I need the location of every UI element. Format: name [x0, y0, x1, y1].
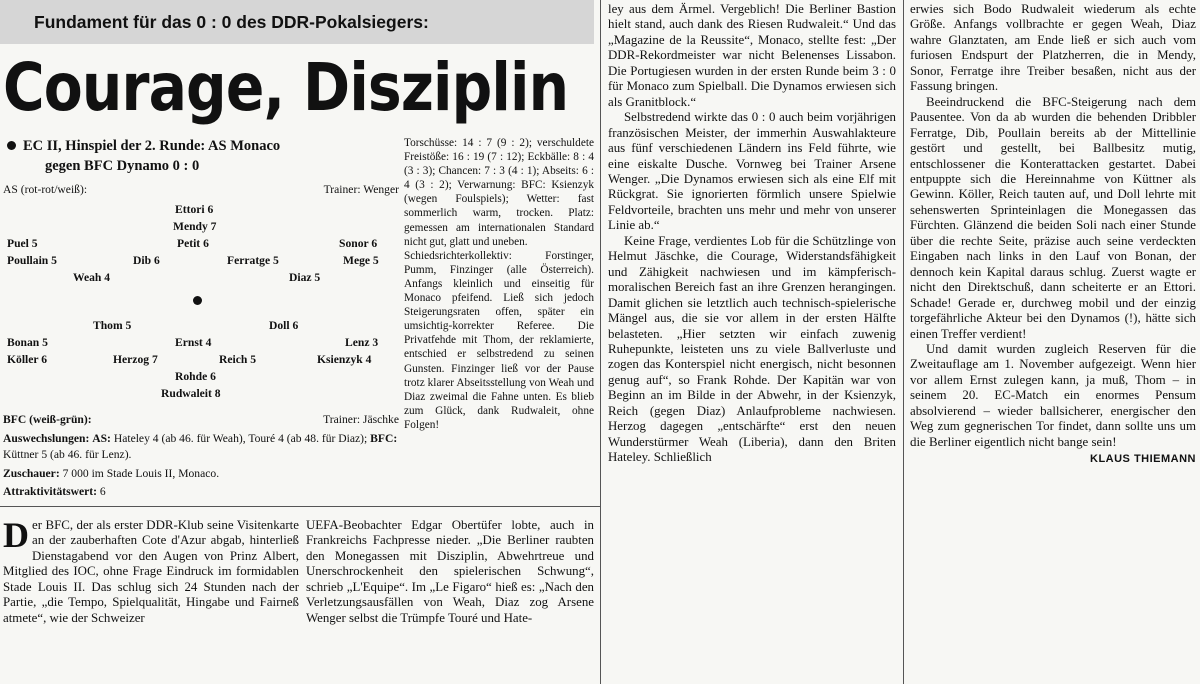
stats-paragraph: Torschüsse: 14 : 7 (9 : 2); verschuldete Freistöße: 16 : 19 (7 : 12); Eckbälle: 8 : 4 (3 : 3); Chancen: 7 : 3 (4 : 1); Abseits: 6 : 4 (3 : 2); Verwarnung: BFC: Ksienzyk (wegen Foulspiels); Wetter: fast sommerlich warm, trocken. Platz: gemessen am internationalen Standard nicht gut, glatt und uneben. — [404, 137, 594, 248]
column-divider — [903, 0, 904, 684]
home-team-row — [3, 182, 399, 198]
player-doll: Doll 6 — [269, 319, 299, 333]
referee-paragraph: Schiedsrichterkollektiv: Forstinger, Pumm, Finzinger (alle Österreich). Anfangs kleinlich und einseitig für Monaco pfeifend. Ließ sich jedoch Steigerungsraten offen, später ein umsichtig-korrekter Referee. Die Privatfehde mit Thom, der reklamierte, entschied er selbstredend zu seinen Gunsten. Finzinger ließ vor der Pause trotz klarer Abseitsstellung von Weah und Diaz zweimal die Fahne unten. Es blieb zum Glück, dank Rudwaleit, ohne Folgen! — [404, 249, 594, 431]
article-paragraph: ley aus dem Ärmel. Vergeblich! Die Berliner Bastion hielt stand, auch dank des Riesen Rudwaleit.“ Und das „Magazine de la Reussite“, Monaco, stellte fest: „Der DDR-Rekordmeister war nicht Belenenses Lissabon. Die Portugiesen wurden in der ersten Runde beim 3 : 0 für Monaco zum Spielball. Die Dynamos erwiesen sich als Granitblock.“ — [608, 2, 896, 109]
article-column-2 — [306, 518, 594, 684]
player-poullain: Poullain 5 — [7, 254, 57, 268]
home-coach: Trainer: Wenger — [323, 183, 399, 196]
drop-cap: D — [3, 515, 29, 555]
away-coach: Trainer: Jäschke — [323, 413, 399, 427]
away-team-label: BFC (weiß-grün): — [3, 413, 92, 427]
player-rudwaleit: Rudwaleit 8 — [161, 387, 221, 401]
subs-text-as: Hateley 4 (ab 46. für Weah), Touré 4 (ab 48. für Diaz); — [113, 431, 368, 445]
attractiveness — [3, 484, 399, 500]
home-team-label: AS (rot-rot/weiß): — [3, 183, 88, 196]
article-paragraph: Selbstredend wirkte das 0 : 0 auch beim vorjährigen französischen Meister, der immerhin Auswahlakteure aus fünf verschiedenen Ländern ins Feld führte, wie eine eiskalte Dusche. Vornweg bei Trainer Arsene Wenger. „Die Dynamos erwiesen sich als eine Elf mit Rückgrat. Sie ignorierten förmlich unsere Spielwie Feldvorteile, brachten uns mehr und mehr von unserer Linie ab.“ — [608, 110, 896, 233]
article-intro-paragraph — [3, 515, 299, 626]
spectators-label: Zuschauer: — [3, 466, 60, 480]
player-koeller: Köller 6 — [7, 353, 48, 367]
player-ferratge: Ferratge 5 — [227, 254, 279, 268]
away-team-row — [3, 412, 399, 428]
player-bonan: Bonan 5 — [7, 336, 48, 350]
player-ettori: Ettori 6 — [175, 203, 214, 217]
player-puel: Puel 5 — [7, 237, 38, 251]
attractiveness-label: Attraktivitätswert: — [3, 485, 98, 499]
article-column-4 — [910, 2, 1196, 684]
player-thom: Thom 5 — [93, 319, 132, 333]
article-paragraph: Beeindruckend die BFC-Steigerung nach dem Pausentee. Von da ab wurden die behenden Dribbler Ferratge, Dib, Poullain bereits ab der Mittellinie gestört und gestellt, bei Ballbesitz mutig, entschlossener die Konterattacken gestartet. Dabei entpuppte sich die Hereinnahme von Küttner als Gewinn. Köller, Reich tauten auf, und Doll lehrte mit sehenswerten Sprinteinlagen die Monegassen das Fürchten. Glänzend die beiden Soli nach einer Stunde über die rechte Seite, präzise auch seine verdeckten Eingaben nach links in den Lauf von Bonan, der dennoch kein Kapital daraus schlug. Zuerst wagte er nicht den Direktschuß, dann scheiterte er an Ettori. Schade! Gerade er, durchweg mobil und der einzig torgefährliche Akteur bei den Dynamos (!), hätte sich einen Treffer verdient! — [910, 94, 1196, 341]
intro-text: er BFC, der als erster DDR-Klub seine Visitenkarte an der zauberhaften Cote d'Azur abgab, hinterließ Dienstagabend vor den Augen von Prinz Albert, Mitglied des IOC, ohne Frage Eindruck im formidablen Stade Louis II. Das schlug sich 24 Stunden nach der Partie, „die Tempo, Spielqualität, Hingabe und Fairneß atmete“, wie der Schweizer — [3, 518, 299, 625]
stats-box — [404, 136, 594, 496]
headline: Courage, Disziplin — [3, 49, 569, 126]
player-ernst: Ernst 4 — [175, 336, 212, 350]
subs-bfc-label: BFC: — [370, 431, 398, 445]
match-heading — [3, 136, 399, 156]
author-byline: KLAUS THIEMANN — [1090, 453, 1196, 466]
match-heading-line1: EC II, Hinspiel der 2. Runde: AS Monaco — [23, 138, 281, 154]
player-reich: Reich 5 — [219, 353, 257, 367]
player-mege: Mege 5 — [343, 254, 379, 268]
subs-text-bfc: Küttner 5 (ab 46. für Lenz). — [3, 448, 132, 462]
bullet-icon — [7, 141, 16, 150]
formation-diagram — [3, 198, 399, 410]
article-column-1 — [3, 515, 299, 684]
player-ksienzyk: Ksienzyk 4 — [317, 353, 372, 367]
lineup-box — [3, 136, 399, 499]
match-heading-line2: gegen BFC Dynamo 0 : 0 — [45, 158, 200, 174]
player-weah: Weah 4 — [73, 271, 111, 285]
spectators — [3, 466, 399, 482]
subs-as-label: AS: — [92, 431, 111, 445]
player-herzog: Herzog 7 — [113, 353, 158, 367]
player-rohde: Rohde 6 — [175, 370, 216, 384]
attractiveness-value: 6 — [99, 485, 106, 499]
kicker-bar: Fundament für das 0 : 0 des DDR-Pokalsiegers: — [0, 0, 594, 44]
column-divider — [600, 0, 601, 684]
subs-label: Auswechslungen: — [3, 431, 90, 445]
player-sonor: Sonor 6 — [339, 237, 378, 251]
article-paragraph: UEFA-Beobachter Edgar Obertüfer lobte, auch in Frankreichs Fachpresse nieder. „Die Berliner raubten den Monegassen mit Disziplin, Abwehrtreue und Unerschrockenheit den spielerischen Schwung“, schrieb „L'Equipe“. Im „Le Figaro“ hieß es: „Nach den Verletzungsausfällen von Weah, Diaz zog Arsene Wenger selbst die Trümpfe Touré und Hate- — [306, 518, 594, 625]
article-column-3 — [608, 2, 896, 684]
section-divider — [0, 506, 600, 507]
player-dib: Dib 6 — [133, 254, 160, 268]
article-paragraph: Und damit wurden zugleich Reserven für die Zweitauflage am 1. November aufgezeigt. Wenn hier vor allem Ernst zulegen kann, ja muß, Thom – in seinem 20. EC-Match ein enormes Pensum absolvierend – wieder ballsicherer, energischer den Weg zum gegnerischen Tor findet, dann sollte uns um die Berliner eigentlich nicht bange sein! — [910, 341, 1196, 449]
player-diaz: Diaz 5 — [289, 271, 321, 285]
substitutions — [3, 431, 399, 464]
player-petit: Petit 6 — [177, 237, 209, 251]
player-mendy: Mendy 7 — [173, 220, 217, 234]
player-lenz: Lenz 3 — [345, 336, 379, 350]
article-paragraph: Keine Frage, verdientes Lob für die Schützlinge von Helmut Jäschke, die Courage, Widerstandsfähigkeit und Zähigkeit nachwiesen und im kämpferisch-moralischen Bereich fast an ihre Grenzen herangingen. Damit glichen sie letztlich auch technisch-spielerische Mängel aus, die sie vor allem in der ersten Hälfte belasteten. „Hier setzten wir einfach zuwenig Ruhepunkte, leisteten uns zu viele Ballverluste und zogen das Konterspiel nicht energisch, nicht besonnen genug auf“, so Frank Rohde. Der Kapitän war von Beginn an im Bilde in der Abwehr, in der Ksienzyk, Reich (gegen Diaz) Anlaufprobleme nachwiesen. Herzog dagegen „entschärfte“ erst den neuen Wunderstürmer Weah (Liberia), dann den Briten Hateley. Schließlich — [608, 233, 896, 465]
ball-icon — [193, 296, 202, 305]
article-paragraph: erwies sich Bodo Rudwaleit wiederum als echte Größe. Anfangs vollbrachte er gegen Weah, Diaz wahre Glanztaten, am Ende ließ er sich auch vom furiosen Endspurt der Platzherren, die in Mendy, Sonor, Ferratge ihre Treiber besaßen, nicht aus der Fassung bringen. — [910, 2, 1196, 94]
spectators-text: 7 000 im Stade Louis II, Monaco. — [62, 466, 220, 480]
